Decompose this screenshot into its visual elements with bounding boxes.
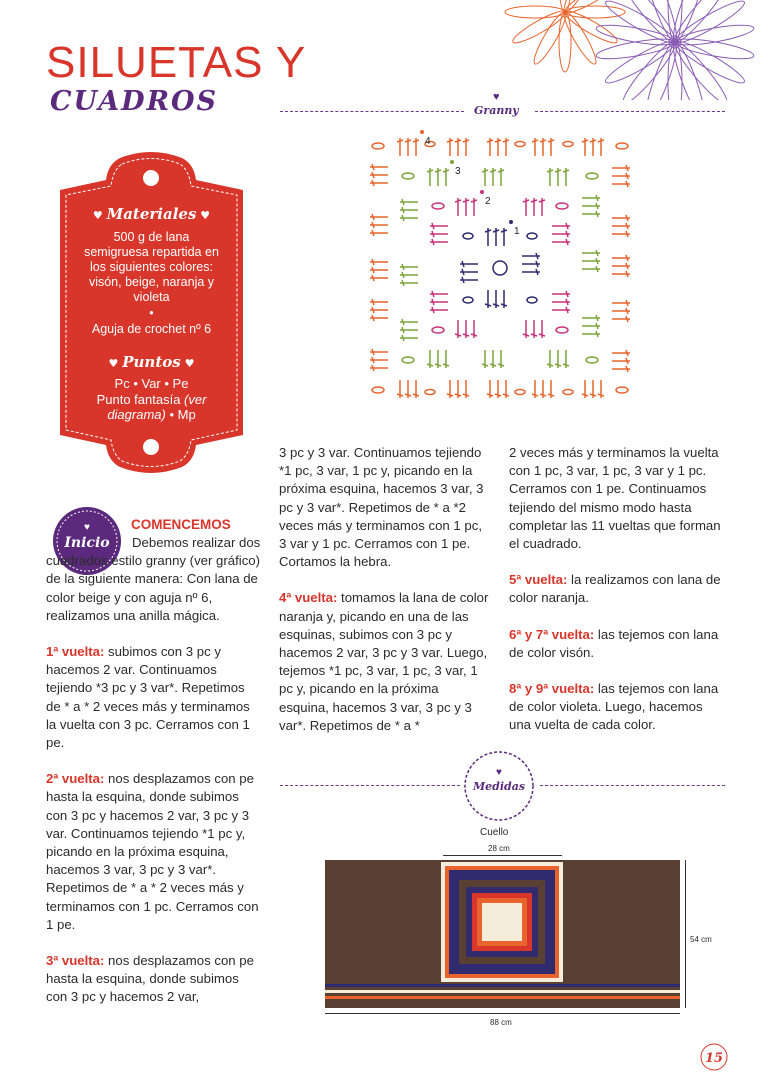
scarf-diagram	[325, 860, 680, 1008]
dim-bottom: 88 cm	[490, 1018, 512, 1027]
round-marker-2: 2	[485, 196, 491, 207]
column-1	[46, 534, 262, 1025]
round-marker-4: 4	[425, 136, 431, 147]
comencemos-heading: COMENCEMOS	[131, 517, 231, 532]
dim-bottom-line	[325, 1013, 680, 1014]
round-8-9: 8ª y 9ª vuelta: las tejemos con lana de color violeta. Luego, hacemos una vuelta de cada color.	[509, 681, 719, 733]
dim-side-line	[685, 860, 686, 1008]
granny-divider-right	[535, 111, 725, 112]
cuello-label: Cuello	[480, 827, 509, 838]
page-number: 15	[704, 1051, 724, 1066]
round-5: 5ª vuelta: la realizamos con lana de color naranja.	[509, 572, 721, 606]
round-3: 3ª vuelta: nos desplazamos con pe hasta la esquina, donde subimos con 3 pc y hacemos 2 var,	[46, 953, 254, 1005]
puntos-line1: Pc • Var • Pe	[114, 376, 189, 391]
puntos-heading: Puntos	[122, 353, 181, 371]
medidas-badge	[463, 750, 535, 822]
granny-divider-left	[280, 111, 464, 112]
round-marker-1: 1	[514, 226, 520, 237]
medidas-divider-left	[280, 785, 460, 786]
materiales-heading: Materiales	[106, 205, 197, 223]
intro-text: Debemos realizar dos cuadrados estilo granny (ver gráfico) de la siguiente manera: Con lana de color beige y con aguja nº 6, realizamos una anilla mágica.	[46, 535, 261, 623]
heart-icon: ♥	[196, 209, 211, 222]
dim-top-line	[443, 855, 562, 856]
dim-top: 28 cm	[488, 844, 510, 853]
flower-decoration	[470, 0, 768, 100]
round-6-7: 6ª y 7ª vuelta: las tejemos con lana de color visón.	[509, 626, 719, 660]
materiales-text: 500 g de lana semigruesa repartida en los siguientes colores: visón, beige, naranja y violeta	[84, 230, 219, 304]
granny-label: Granny	[474, 104, 519, 117]
page-title: SILUETAS Y	[46, 38, 307, 87]
round-3-cont: 3 pc y 3 var. Continuamos tejiendo *1 pc, 3 var, 1 pc y, picando en la próxima esquina, hacemos 3 var, 3 pc y 3 var*. Repetimos de * a *2 veces más y terminamos con 1 pc, 3 var y 1 pc. Cerramos con 1 pe. Cortamos la hebra.	[279, 445, 484, 570]
materials-tag	[60, 150, 243, 475]
bullet: •	[149, 306, 154, 320]
crochet-diagram	[360, 128, 640, 408]
page-subtitle: CUADROS	[50, 86, 219, 117]
round-marker-3: 3	[455, 166, 461, 177]
heart-icon: ♥	[180, 357, 195, 370]
svg-text:♥: ♥	[84, 522, 90, 533]
column-3	[509, 444, 723, 753]
round-4-cont: 2 veces más y terminamos la vuelta con 1 pc, 3 var, 1 pc, 3 var y 1 pc. Cerramos con 1 pe. Continuamos tejiendo del mismo modo hasta completar las 11 vueltas que forman el cuadrado.	[509, 445, 721, 552]
svg-text:♥: ♥	[496, 767, 502, 778]
medidas-divider-right	[540, 785, 725, 786]
needle-text: Aguja de crochet nº 6	[91, 322, 212, 336]
heart-icon: ♥	[92, 209, 107, 222]
puntos-line2: Punto fantasía (ver diagrama) • Mp	[96, 392, 207, 422]
column-2	[279, 444, 491, 753]
dim-side: 54 cm	[690, 935, 712, 944]
medidas-label: Medidas	[472, 780, 526, 793]
page-number-badge	[700, 1043, 728, 1071]
round-2: 2ª vuelta: nos desplazamos con pe hasta la esquina, donde subimos con 3 pc y hacemos 2 var, 3 pc y 3 var. Continuamos tejiendo *1 pc y, picando en la próxima esquina, hacemos 3 var, 3 pc y 3 var*. Repetimos de * a * 2 veces más y terminamos con 1 pc. Cerramos con 1 pe.	[46, 771, 259, 932]
inicio-label: Inicio	[64, 535, 110, 551]
heart-icon: ♥	[493, 91, 500, 103]
heart-icon: ♥	[108, 357, 123, 370]
round-1: 1ª vuelta: subimos con 3 pc y hacemos 2 var. Continuamos tejiendo *3 pc y 3 var*. Repetimos de * a * 2 veces más y terminamos la vuelta con 3 pc. Cerramos con 1 pe.	[46, 644, 250, 751]
round-4: 4ª vuelta: tomamos la lana de color naranja y, picando en una de las esquinas, subimos con 3 pc y hacemos 2 var, 3 pc y 3 var. Luego, tejemos *1 pc, 3 var, 1 pc, 3 var, 1 pc y, picando en la próxima esquina, hacemos 3 var, 3 pc y 3 var*. Repetimos de * a *	[279, 590, 489, 733]
